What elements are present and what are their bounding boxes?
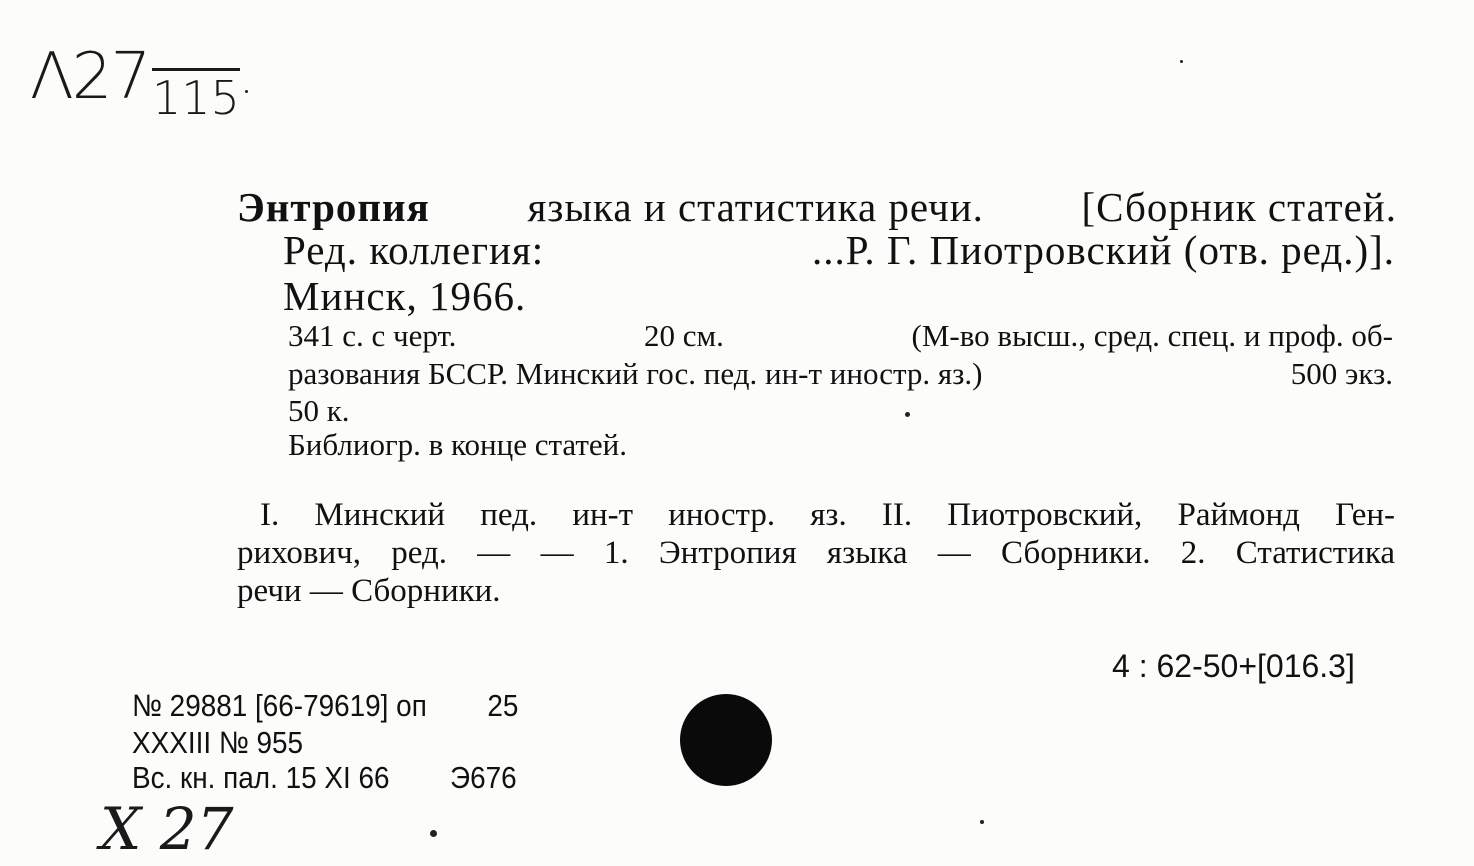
registration-number: № 29881 [66-79619] оп [132, 688, 427, 723]
tracing-line-3: речи — Сборники. [237, 573, 501, 609]
order-number: 25 [487, 688, 519, 723]
title-text: языка и статистика речи. [527, 184, 984, 230]
chamber-date: Вс. кн. пал. 15 XI 66 [132, 760, 390, 795]
title-heading: Энтропия [237, 184, 430, 230]
tracing-line-2: рихович, ред. — — 1. Энтропия языка — Сборники. 2. Статистика [237, 535, 1395, 571]
size: 20 см. [644, 318, 724, 353]
tracing-line-1: I. Минский пед. ин-т иностр. яз. II. Пиотровский, Раймонд Ген- [260, 497, 1395, 533]
scan-speck [245, 90, 248, 93]
print-code: Э676 [450, 760, 517, 795]
footer-line-3 [132, 760, 517, 796]
publisher-note-cont: разования БССР. Минский гос. пед. ин-т иностр. яз.) [288, 356, 983, 391]
publisher-note: (М-во высш., сред. спец. и проф. об- [911, 318, 1393, 353]
shelf-mark-sub: 115 [152, 68, 240, 121]
description-line-2 [288, 356, 1393, 392]
description-line-1 [288, 318, 1393, 354]
shelf-mark-main: Λ27 [30, 40, 150, 114]
scan-speck [980, 820, 984, 824]
title-bracket-text: [Сборник статей. [1081, 184, 1397, 230]
classification-index: 4 : 62-50+[016.3] [1112, 648, 1355, 684]
title-line-2 [283, 226, 1395, 274]
punch-hole [680, 694, 772, 786]
price: 50 к. [288, 393, 350, 428]
editorial-board-label: Ред. коллегия: [283, 227, 545, 273]
print-run: 500 экз. [1290, 356, 1393, 391]
bibliography-note: Библиогр. в конце статей. [288, 427, 628, 462]
editor-name: ...Р. Г. Пиотровский (отв. ред.)]. [811, 227, 1395, 273]
pages: 341 с. с черт. [288, 318, 457, 353]
handwritten-note: X 27 [100, 795, 234, 863]
footer-line-1 [132, 688, 518, 724]
scan-speck [430, 830, 437, 837]
imprint: Минск, 1966. [283, 273, 527, 319]
footer-line-2: XXXIII № 955 [132, 725, 304, 760]
title-line-1 [237, 183, 1397, 231]
scan-speck [1180, 60, 1183, 63]
